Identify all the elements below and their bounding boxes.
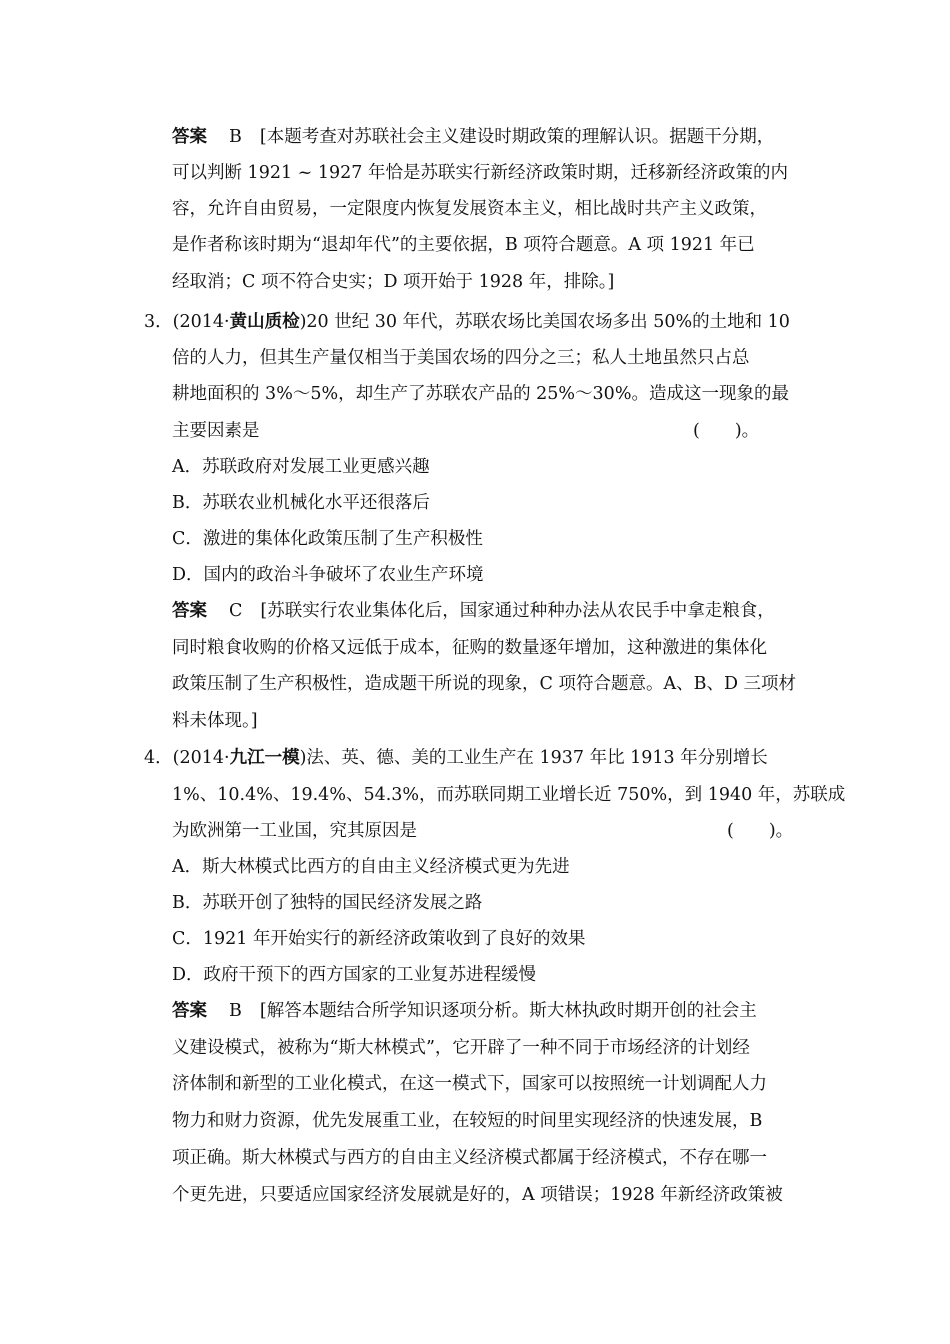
question-3-line-4: 主要因素是 — [172, 421, 260, 441]
answer-4-line-3: 济体制和新型的工业化模式，在这一模式下，国家可以按照统一计划调配人力 — [172, 1074, 767, 1094]
option-a: A．斯大林模式比西方的自由主义经济模式更为先进 — [172, 857, 570, 877]
question-4-line-2: 1%、10.4%、19.4%、54.3%，而苏联同期工业增长近 750%，到 1940 年，苏联成 — [172, 785, 846, 805]
question-4-line-1 — [144, 747, 768, 769]
question-source-close: ) — [299, 312, 307, 332]
question-source: 黄山质检 — [229, 312, 300, 332]
answer-2-line-5: 经取消；C 项不符合史实；D 项开始于 1928 年，排除。] — [172, 272, 615, 292]
answer-3-line-4: 料未体现。] — [172, 711, 258, 731]
answer-text: [苏联实行农业集体化后，国家通过种种办法从农民手中拿走粮食， — [260, 601, 775, 621]
option-d: D．政府干预下的西方国家的工业复苏进程缓慢 — [172, 965, 537, 985]
answer-2-line-3: 容，允许自由贸易，一定限度内恢复发展资本主义，相比战时共产主义政策， — [172, 199, 767, 219]
answer-4-line-6: 个更先进，只要适应国家经济发展就是好的，A 项错误；1928 年新经济政策被 — [172, 1185, 783, 1205]
answer-text: [解答本题结合所学知识逐项分析。斯大林执政时期开创的社会主 — [259, 1001, 757, 1021]
question-text: 20 世纪 30 年代，苏联农场比美国农场多出 50%的土地和 10 — [306, 312, 790, 332]
answer-2-line-4: 是作者称该时期为“退却年代”的主要依据，B 项符合题意。A 项 1921 年已 — [172, 235, 755, 255]
question-number: 3． — [144, 312, 173, 332]
answer-text: [本题考查对苏联社会主义建设时期政策的理解认识。据题干分期， — [259, 127, 775, 147]
question-source: 九江一模 — [229, 748, 300, 768]
option-a: A．苏联政府对发展工业更感兴趣 — [172, 457, 430, 477]
option-b: B．苏联开创了独特的国民经济发展之路 — [172, 893, 483, 913]
answer-4-line-4: 物力和财力资源，优先发展重工业，在较短的时间里实现经济的快速发展，B — [172, 1111, 763, 1131]
answer-4-line-2: 义建设模式，被称为“斯大林模式”，它开辟了一种不同于市场经济的计划经 — [172, 1038, 750, 1058]
option-d: D．国内的政治斗争破坏了农业生产环境 — [172, 565, 484, 585]
answer-3-line-3: 政策压制了生产积极性，造成题干所说的现象，C 项符合题意。A、B、D 三项材 — [172, 674, 797, 694]
question-source-close: ) — [299, 748, 307, 768]
question-3-line-2: 倍的人力，但其生产量仅相当于美国农场的四分之三；私人土地虽然只占总 — [172, 348, 750, 368]
question-4-line-3: 为欧洲第一工业国，究其原因是 — [172, 821, 417, 841]
question-number: 4． — [144, 748, 173, 768]
answer-2-line-1 — [172, 126, 774, 148]
answer-choice: C — [229, 601, 243, 621]
option-b: B．苏联农业机械化水平还很落后 — [172, 493, 430, 513]
answer-blank: ( )。 — [693, 421, 760, 441]
answer-choice: B — [229, 1001, 242, 1021]
answer-4-line-1 — [172, 1000, 757, 1022]
question-source-open: (2014· — [172, 312, 230, 332]
question-3-line-1 — [144, 311, 790, 333]
question-3-line-3: 耕地面积的 3%～5%，却生产了苏联农产品的 25%～30%。造成这一现象的最 — [172, 384, 789, 404]
answer-choice: B — [229, 127, 242, 147]
answer-2-line-2: 可以判断 1921 ~ 1927 年恰是苏联实行新经济政策时期，迁移新经济政策的内 — [172, 163, 788, 183]
answer-label: 答案 — [172, 601, 207, 621]
option-c: C．激进的集体化政策压制了生产积极性 — [172, 529, 483, 549]
answer-label: 答案 — [172, 1001, 207, 1021]
answer-blank: ( )。 — [727, 821, 794, 841]
question-source-open: (2014· — [172, 748, 230, 768]
answer-4-line-5: 项正确。斯大林模式与西方的自由主义经济模式都属于经济模式，不存在哪一 — [172, 1148, 767, 1168]
answer-3-line-1 — [172, 600, 775, 622]
answer-3-line-2: 同时粮食收购的价格又远低于成本，征购的数量逐年增加，这种激进的集体化 — [172, 638, 767, 658]
answer-label: 答案 — [172, 127, 207, 147]
option-c: C．1921 年开始实行的新经济政策收到了良好的效果 — [172, 929, 586, 949]
question-text: 法、英、德、美的工业生产在 1937 年比 1913 年分别增长 — [306, 748, 768, 768]
